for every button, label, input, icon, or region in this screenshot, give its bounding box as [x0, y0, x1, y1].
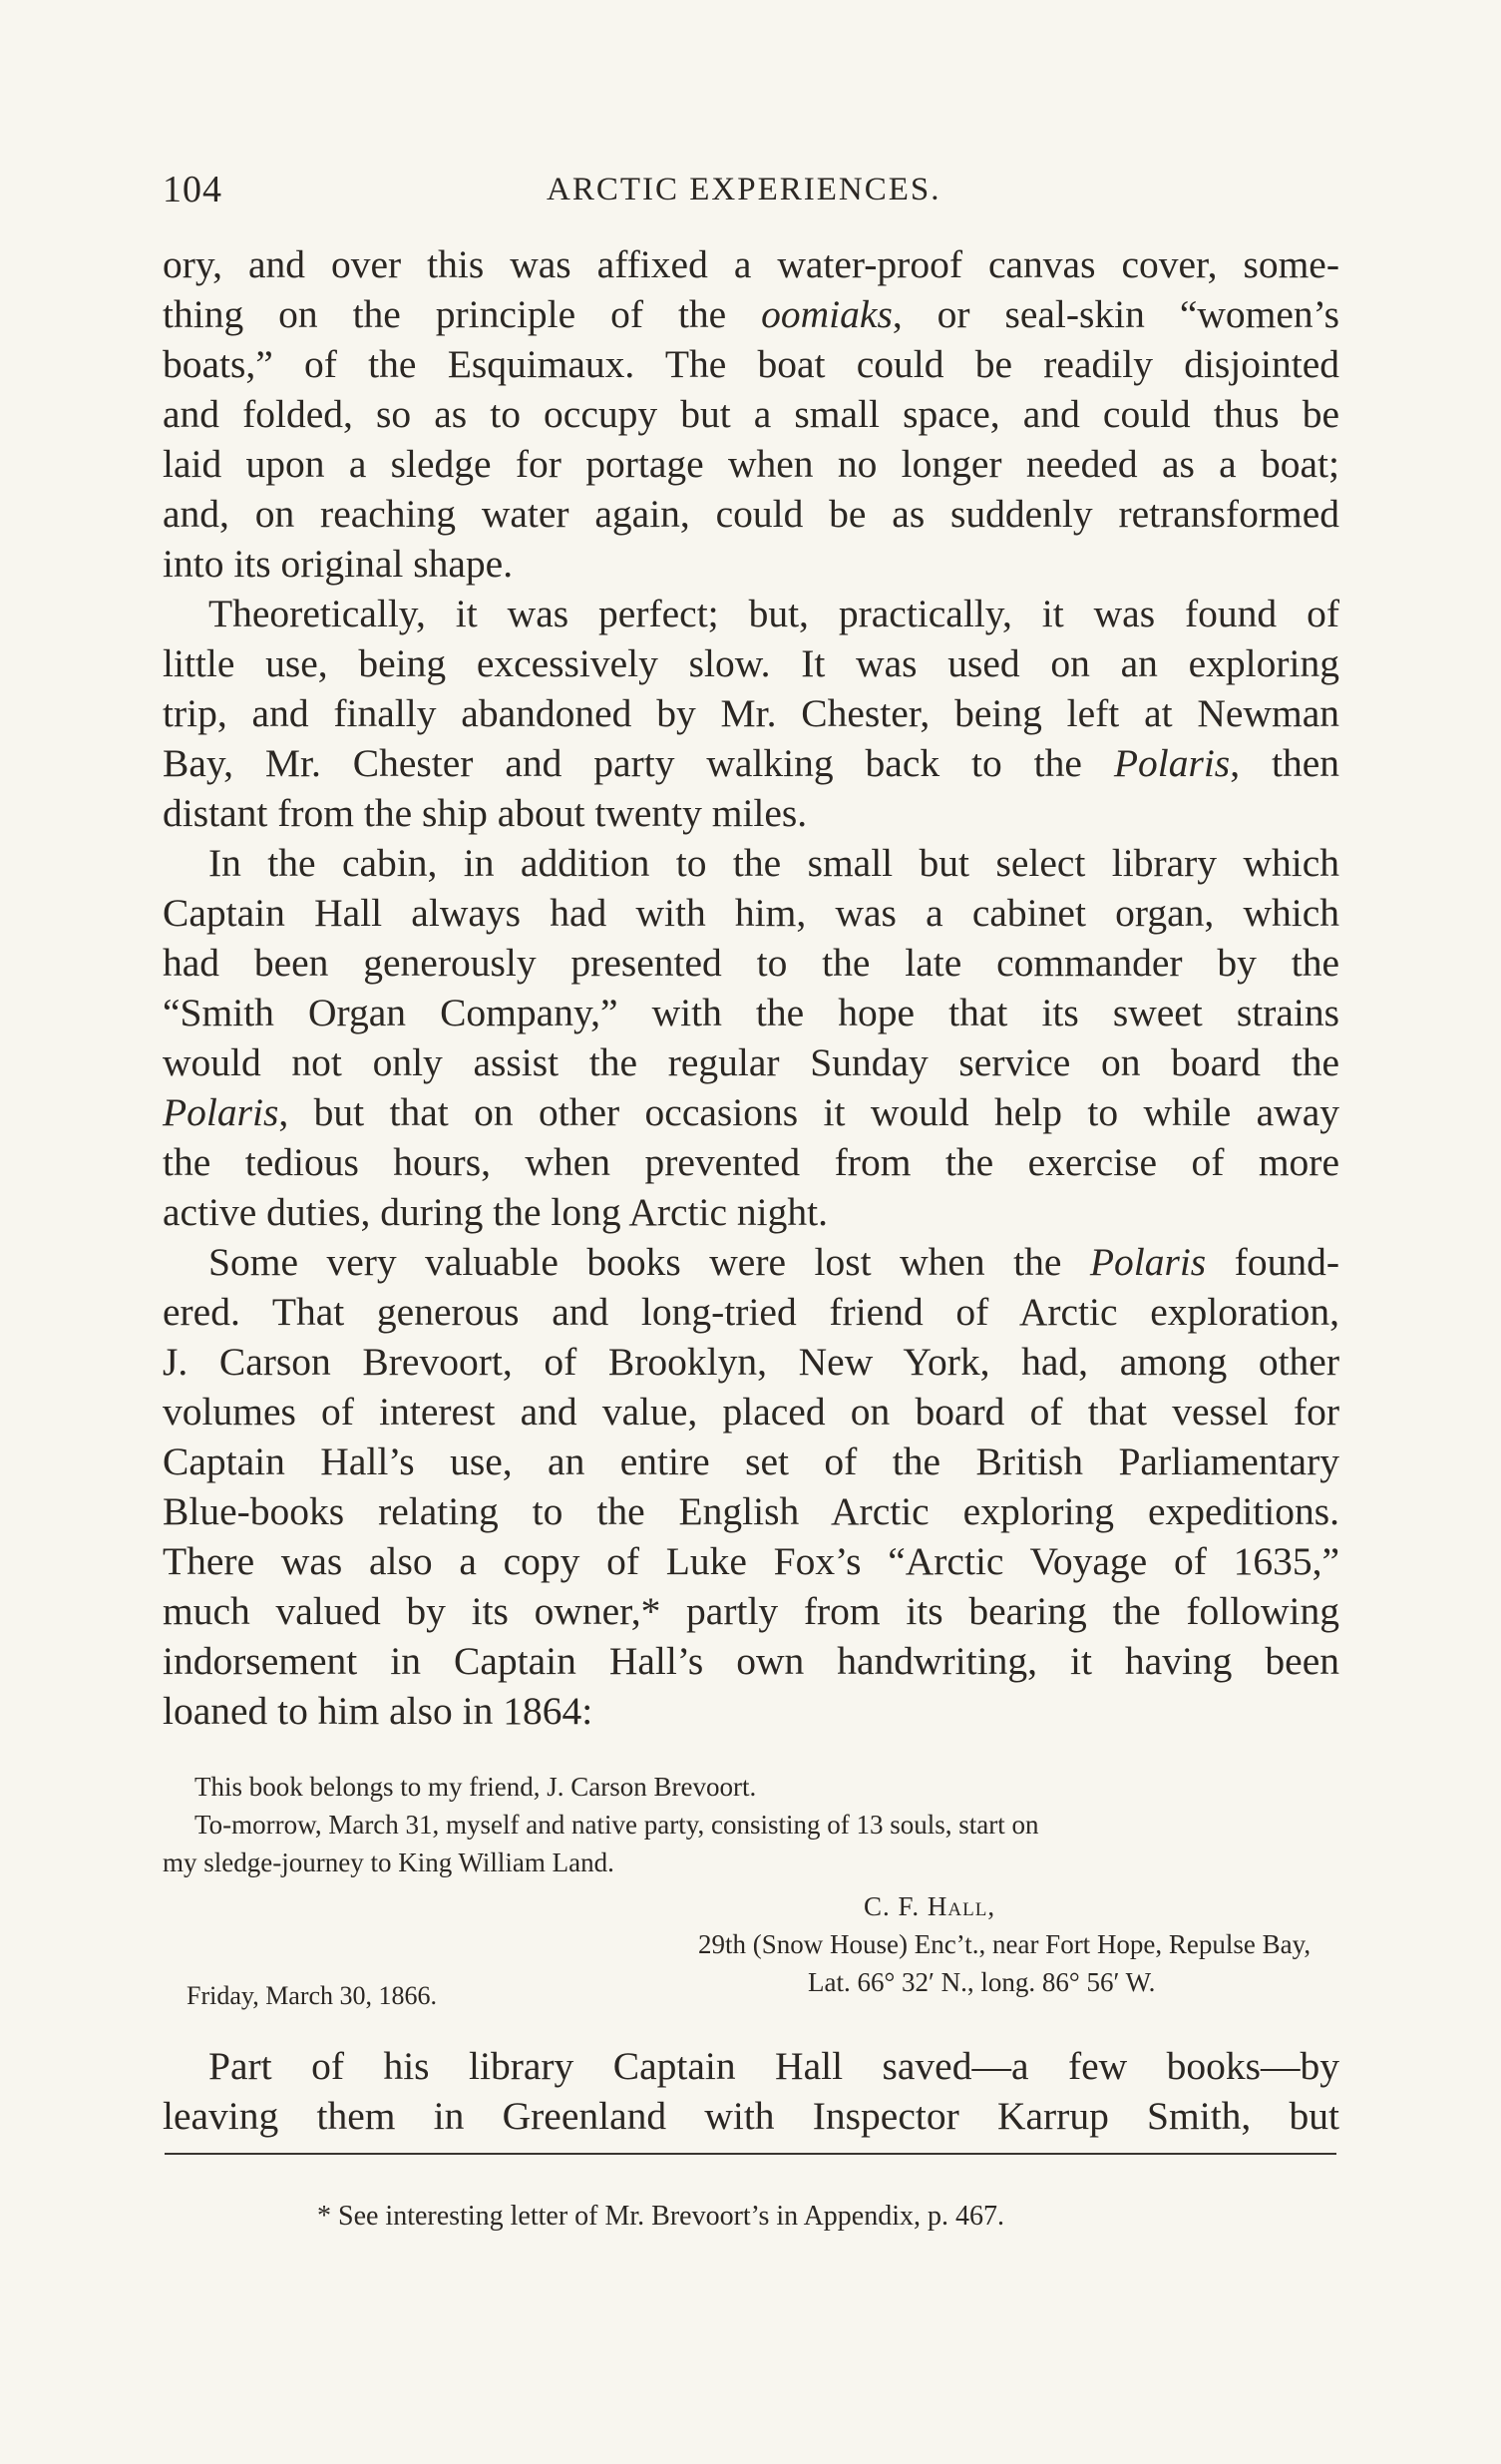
text-line: Bay, Mr. Chester and party walking back to the Polaris, then: [163, 741, 1339, 785]
text-line: loaned to him also in 1864:: [163, 1689, 593, 1733]
text-line: ory, and over this was affixed a water-proof canvas cover, some-: [163, 242, 1339, 286]
text-line: and, on reaching water again, could be as suddenly retransformed: [163, 492, 1339, 536]
text-line: indorsement in Captain Hall’s own handwriting, it having been: [163, 1639, 1339, 1683]
text-line: distant from the ship about twenty miles.: [163, 791, 808, 835]
footnote: * See interesting letter of Mr. Brevoort’s in Appendix, p. 467.: [317, 2201, 1005, 2232]
text-line: trip, and finally abandoned by Mr. Chester, being left at Newman: [163, 691, 1339, 735]
signature-coordinates: Lat. 66° 32′ N., long. 86° 56′ W.: [808, 1967, 1156, 1997]
text-line: In the cabin, in addition to the small but select library which: [208, 841, 1339, 885]
text-line: volumes of interest and value, placed on board of that vessel for: [163, 1390, 1339, 1434]
text-line: the tedious hours, when prevented from the exercise of more: [163, 1140, 1339, 1184]
quote-line: This book belongs to my friend, J. Carson Brevoort.: [194, 1772, 757, 1802]
text-line: much valued by its owner,* partly from its bearing the following: [163, 1589, 1339, 1633]
inscription-date: Friday, March 30, 1866.: [187, 1981, 438, 2010]
text-line: Polaris, but that on other occasions it would help to while away: [163, 1090, 1339, 1134]
text-line: boats,” of the Esquimaux. The boat could be readily disjointed: [163, 342, 1339, 386]
text-line: thing on the principle of the oomiaks, or seal-skin “women’s: [163, 292, 1339, 336]
text-line: Captain Hall always had with him, was a cabinet organ, which: [163, 891, 1339, 935]
text-line: active duties, during the long Arctic night.: [163, 1190, 828, 1234]
page-number: 104: [163, 169, 222, 210]
quote-line: To-morrow, March 31, myself and native party, consisting of 13 souls, start on: [194, 1810, 1039, 1840]
text-line: leaving them in Greenland with Inspector Karrup Smith, but: [163, 2094, 1339, 2138]
text-line: had been generously presented to the late commander by the: [163, 941, 1339, 985]
text-line: little use, being excessively slow. It was used on an exploring: [163, 641, 1339, 685]
body-text-continued: [163, 2041, 1339, 2141]
text-line: Part of his library Captain Hall saved—a few books—by: [208, 2044, 1339, 2088]
text-line: would not only assist the regular Sunday service on board the: [163, 1040, 1339, 1084]
footnote-divider: [165, 2153, 1336, 2155]
text-line: Captain Hall’s use, an entire set of the British Parliamentary: [163, 1439, 1339, 1483]
text-line: Blue-books relating to the English Arctic exploring expeditions.: [163, 1489, 1339, 1533]
text-line: There was also a copy of Luke Fox’s “Arctic Voyage of 1635,”: [163, 1539, 1339, 1583]
signature-block: [698, 1887, 1336, 2001]
text-line: into its original shape.: [163, 542, 514, 586]
quoted-inscription: [163, 1768, 1339, 1881]
text-line: and folded, so as to occupy but a small space, and could thus be: [163, 392, 1339, 436]
text-line: “Smith Organ Company,” with the hope that its sweet strains: [163, 991, 1339, 1034]
text-line: Some very valuable books were lost when the Polaris found-: [208, 1240, 1339, 1284]
page-header: [163, 168, 1329, 217]
text-line: J. Carson Brevoort, of Brooklyn, New York, had, among other: [163, 1340, 1339, 1384]
signature-name: C. F. Hall,: [864, 1891, 996, 1921]
quote-line: my sledge-journey to King William Land.: [163, 1848, 614, 1877]
running-head: ARCTIC EXPERIENCES.: [547, 172, 941, 207]
text-line: Theoretically, it was perfect; but, practically, it was found of: [208, 592, 1339, 635]
body-text: [163, 239, 1339, 1736]
signature-place: 29th (Snow House) Enc’t., near Fort Hope, Repulse Bay,: [698, 1929, 1312, 1959]
text-line: laid upon a sledge for portage when no longer needed as a boat;: [163, 442, 1339, 486]
text-line: ered. That generous and long-tried friend of Arctic exploration,: [163, 1290, 1339, 1334]
